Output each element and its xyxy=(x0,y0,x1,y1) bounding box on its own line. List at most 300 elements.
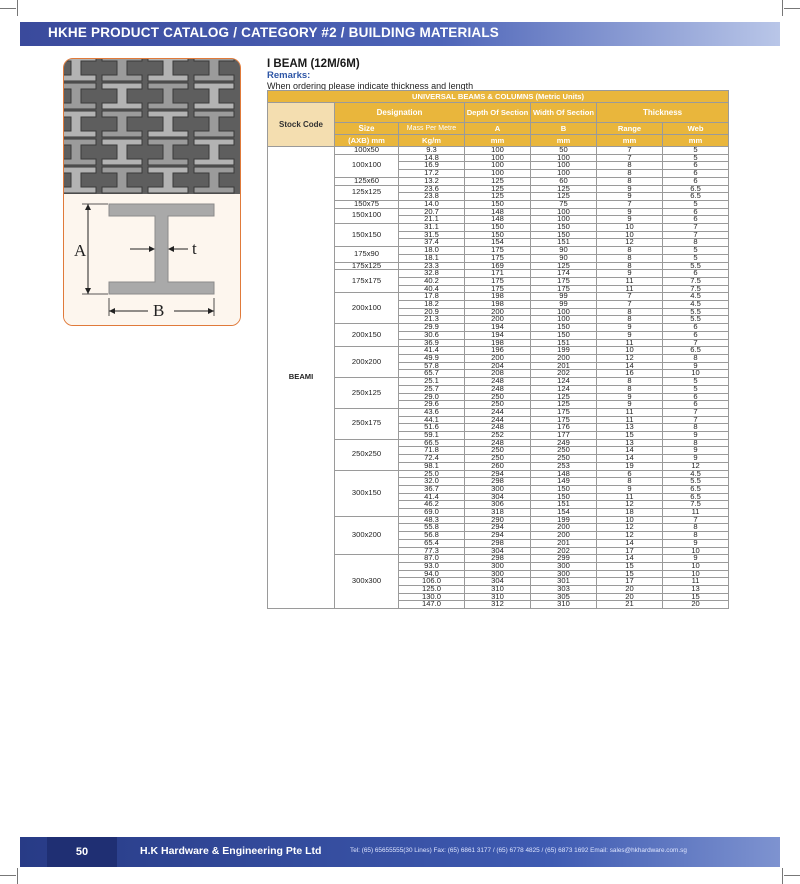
width-cell: 149 xyxy=(531,478,597,486)
width-cell: 177 xyxy=(531,432,597,440)
width-cell: 124 xyxy=(531,385,597,393)
depth-cell: 244 xyxy=(465,416,531,424)
range-thickness-cell: 14 xyxy=(597,555,663,563)
range-thickness-cell: 7 xyxy=(597,301,663,309)
web-thickness-cell: 5 xyxy=(663,247,729,255)
web-thickness-cell: 8 xyxy=(663,354,729,362)
mass-cell: 32.0 xyxy=(399,478,465,486)
col-unit-mm: mm xyxy=(663,135,729,147)
col-header-width xyxy=(531,103,597,123)
col-header-mass: Mass Per Metre xyxy=(399,123,465,135)
mass-cell: 43.6 xyxy=(399,408,465,416)
mass-cell: 31.5 xyxy=(399,231,465,239)
depth-cell: 194 xyxy=(465,324,531,332)
web-thickness-cell: 5.5 xyxy=(663,316,729,324)
stock-code-cell: BEAMI xyxy=(268,147,335,609)
mass-cell: 18.0 xyxy=(399,247,465,255)
footer-bar xyxy=(20,837,780,867)
mass-cell: 29.9 xyxy=(399,324,465,332)
table-row xyxy=(268,439,729,447)
range-thickness-cell: 14 xyxy=(597,447,663,455)
web-thickness-cell: 5.5 xyxy=(663,308,729,316)
mass-cell: 29.0 xyxy=(399,393,465,401)
depth-cell: 200 xyxy=(465,354,531,362)
col-header-depth-label: Depth Of Section xyxy=(466,108,529,117)
width-cell: 125 xyxy=(531,193,597,201)
web-thickness-cell: 6 xyxy=(663,177,729,185)
width-cell: 100 xyxy=(531,316,597,324)
table-row xyxy=(268,177,729,185)
range-thickness-cell: 18 xyxy=(597,509,663,517)
width-cell: 299 xyxy=(531,555,597,563)
crop-mark xyxy=(784,8,800,9)
mass-cell: 14.8 xyxy=(399,154,465,162)
col-header-stock-code: Stock Code xyxy=(268,103,335,147)
width-cell: 300 xyxy=(531,562,597,570)
range-thickness-cell: 9 xyxy=(597,485,663,493)
mass-cell: 94.0 xyxy=(399,570,465,578)
range-thickness-cell: 12 xyxy=(597,239,663,247)
size-cell: 250x125 xyxy=(335,378,399,409)
range-thickness-cell: 8 xyxy=(597,478,663,486)
depth-cell: 310 xyxy=(465,586,531,594)
crop-mark xyxy=(0,875,16,876)
width-cell: 201 xyxy=(531,539,597,547)
mass-cell: 44.1 xyxy=(399,416,465,424)
width-cell: 90 xyxy=(531,247,597,255)
depth-cell: 250 xyxy=(465,401,531,409)
range-thickness-cell: 15 xyxy=(597,432,663,440)
range-thickness-cell: 9 xyxy=(597,208,663,216)
width-cell: 175 xyxy=(531,285,597,293)
col-header-depth xyxy=(465,103,531,123)
depth-cell: 198 xyxy=(465,339,531,347)
table-row xyxy=(268,154,729,162)
mass-cell: 130.0 xyxy=(399,593,465,601)
width-cell: 174 xyxy=(531,270,597,278)
depth-cell: 260 xyxy=(465,462,531,470)
depth-cell: 198 xyxy=(465,301,531,309)
range-thickness-cell: 11 xyxy=(597,277,663,285)
table-row xyxy=(268,262,729,270)
depth-cell: 150 xyxy=(465,224,531,232)
col-header-thickness: Thickness xyxy=(597,103,729,123)
depth-cell: 294 xyxy=(465,470,531,478)
size-cell: 300x200 xyxy=(335,516,399,555)
web-thickness-cell: 9 xyxy=(663,447,729,455)
web-thickness-cell: 20 xyxy=(663,601,729,609)
size-cell: 250x175 xyxy=(335,408,399,439)
web-thickness-cell: 5 xyxy=(663,147,729,155)
mass-cell: 36.9 xyxy=(399,339,465,347)
range-thickness-cell: 14 xyxy=(597,455,663,463)
width-cell: 151 xyxy=(531,239,597,247)
table-row xyxy=(268,293,729,301)
product-title: I BEAM (12M/6M) xyxy=(267,58,360,70)
web-thickness-cell: 5.5 xyxy=(663,478,729,486)
table-row xyxy=(268,270,729,278)
range-thickness-cell: 8 xyxy=(597,316,663,324)
width-cell: 201 xyxy=(531,362,597,370)
mass-cell: 25.7 xyxy=(399,385,465,393)
depth-cell: 125 xyxy=(465,193,531,201)
depth-cell: 244 xyxy=(465,408,531,416)
crop-mark xyxy=(0,8,16,9)
range-thickness-cell: 7 xyxy=(597,200,663,208)
mass-cell: 25.0 xyxy=(399,470,465,478)
range-thickness-cell: 15 xyxy=(597,570,663,578)
web-thickness-cell: 7.5 xyxy=(663,277,729,285)
web-thickness-cell: 6 xyxy=(663,324,729,332)
range-thickness-cell: 8 xyxy=(597,162,663,170)
i-beam-spec-table xyxy=(267,90,729,609)
size-cell: 175x125 xyxy=(335,262,399,270)
depth-cell: 100 xyxy=(465,147,531,155)
width-cell: 100 xyxy=(531,216,597,224)
range-thickness-cell: 11 xyxy=(597,285,663,293)
depth-cell: 204 xyxy=(465,362,531,370)
depth-cell: 300 xyxy=(465,562,531,570)
web-thickness-cell: 5 xyxy=(663,200,729,208)
width-cell: 100 xyxy=(531,162,597,170)
width-cell: 305 xyxy=(531,593,597,601)
web-thickness-cell: 9 xyxy=(663,555,729,563)
remarks-text: When ordering please indicate thickness and length xyxy=(267,81,474,91)
i-beam-stack-photo xyxy=(64,59,240,194)
mass-cell: 23.3 xyxy=(399,262,465,270)
web-thickness-cell: 8 xyxy=(663,424,729,432)
width-cell: 250 xyxy=(531,455,597,463)
mass-cell: 40.2 xyxy=(399,277,465,285)
table-row xyxy=(268,324,729,332)
size-cell: 250x250 xyxy=(335,439,399,470)
table-row xyxy=(268,470,729,478)
web-thickness-cell: 5.5 xyxy=(663,262,729,270)
width-cell: 150 xyxy=(531,324,597,332)
range-thickness-cell: 11 xyxy=(597,416,663,424)
web-thickness-cell: 6 xyxy=(663,393,729,401)
range-thickness-cell: 10 xyxy=(597,347,663,355)
depth-cell: 298 xyxy=(465,478,531,486)
depth-cell: 169 xyxy=(465,262,531,270)
range-thickness-cell: 8 xyxy=(597,247,663,255)
web-thickness-cell: 4.5 xyxy=(663,293,729,301)
mass-cell: 29.6 xyxy=(399,401,465,409)
range-thickness-cell: 20 xyxy=(597,586,663,594)
web-thickness-cell: 6 xyxy=(663,162,729,170)
web-thickness-cell: 8 xyxy=(663,532,729,540)
table-row xyxy=(268,408,729,416)
range-thickness-cell: 8 xyxy=(597,170,663,178)
depth-cell: 200 xyxy=(465,308,531,316)
mass-cell: 21.1 xyxy=(399,216,465,224)
range-thickness-cell: 9 xyxy=(597,393,663,401)
mass-cell: 23.8 xyxy=(399,193,465,201)
mass-cell: 18.1 xyxy=(399,254,465,262)
size-cell: 125x60 xyxy=(335,177,399,185)
crop-mark xyxy=(782,868,783,884)
mass-cell: 56.8 xyxy=(399,532,465,540)
web-thickness-cell: 7 xyxy=(663,231,729,239)
depth-cell: 208 xyxy=(465,370,531,378)
crop-mark xyxy=(17,0,18,16)
product-image-panel xyxy=(63,58,241,326)
depth-cell: 100 xyxy=(465,154,531,162)
range-thickness-cell: 11 xyxy=(597,339,663,347)
width-cell: 199 xyxy=(531,347,597,355)
width-cell: 100 xyxy=(531,170,597,178)
mass-cell: 125.0 xyxy=(399,586,465,594)
depth-cell: 300 xyxy=(465,570,531,578)
depth-cell: 310 xyxy=(465,593,531,601)
range-thickness-cell: 15 xyxy=(597,562,663,570)
size-cell: 125x125 xyxy=(335,185,399,200)
depth-cell: 148 xyxy=(465,208,531,216)
col-header-b: B xyxy=(531,123,597,135)
web-thickness-cell: 7.5 xyxy=(663,501,729,509)
width-cell: 175 xyxy=(531,408,597,416)
range-thickness-cell: 9 xyxy=(597,216,663,224)
web-thickness-cell: 7 xyxy=(663,416,729,424)
size-cell: 200x200 xyxy=(335,347,399,378)
web-thickness-cell: 8 xyxy=(663,239,729,247)
mass-cell: 17.2 xyxy=(399,170,465,178)
depth-cell: 304 xyxy=(465,547,531,555)
depth-cell: 175 xyxy=(465,254,531,262)
mass-cell: 77.3 xyxy=(399,547,465,555)
width-cell: 301 xyxy=(531,578,597,586)
width-cell: 124 xyxy=(531,378,597,386)
width-cell: 125 xyxy=(531,393,597,401)
mass-cell: 41.4 xyxy=(399,493,465,501)
depth-cell: 150 xyxy=(465,231,531,239)
range-thickness-cell: 9 xyxy=(597,331,663,339)
web-thickness-cell: 8 xyxy=(663,524,729,532)
size-cell: 300x150 xyxy=(335,470,399,516)
range-thickness-cell: 6 xyxy=(597,470,663,478)
page-number: 50 xyxy=(47,837,117,867)
range-thickness-cell: 9 xyxy=(597,185,663,193)
web-thickness-cell: 6.5 xyxy=(663,493,729,501)
range-thickness-cell: 11 xyxy=(597,408,663,416)
width-cell: 99 xyxy=(531,293,597,301)
col-unit-mm: mm xyxy=(465,135,531,147)
contact-info: Tel: (65) 65655555(30 Lines) Fax: (65) 6861 3177 / (65) 6778 4825 / (65) 6873 1692 Email: sales@hkhardware.com.sg xyxy=(350,847,687,854)
web-thickness-cell: 6 xyxy=(663,216,729,224)
width-cell: 175 xyxy=(531,277,597,285)
width-cell: 150 xyxy=(531,493,597,501)
depth-cell: 198 xyxy=(465,293,531,301)
range-thickness-cell: 9 xyxy=(597,324,663,332)
width-cell: 90 xyxy=(531,254,597,262)
mass-cell: 59.1 xyxy=(399,432,465,440)
crop-mark xyxy=(784,875,800,876)
web-thickness-cell: 6 xyxy=(663,401,729,409)
depth-cell: 125 xyxy=(465,185,531,193)
width-cell: 151 xyxy=(531,501,597,509)
web-thickness-cell: 12 xyxy=(663,462,729,470)
mass-cell: 40.4 xyxy=(399,285,465,293)
width-cell: 99 xyxy=(531,301,597,309)
dimension-label-a: A xyxy=(74,241,87,260)
crop-mark xyxy=(17,868,18,884)
width-cell: 75 xyxy=(531,200,597,208)
depth-cell: 248 xyxy=(465,378,531,386)
range-thickness-cell: 10 xyxy=(597,516,663,524)
mass-cell: 41.4 xyxy=(399,347,465,355)
mass-cell: 18.2 xyxy=(399,301,465,309)
mass-cell: 46.2 xyxy=(399,501,465,509)
web-thickness-cell: 6 xyxy=(663,208,729,216)
web-thickness-cell: 6.5 xyxy=(663,347,729,355)
depth-cell: 171 xyxy=(465,270,531,278)
depth-cell: 250 xyxy=(465,393,531,401)
width-cell: 200 xyxy=(531,524,597,532)
size-cell: 175x175 xyxy=(335,270,399,293)
i-beam-cross-section-diagram xyxy=(64,194,240,325)
web-thickness-cell: 6.5 xyxy=(663,485,729,493)
depth-cell: 125 xyxy=(465,177,531,185)
width-cell: 175 xyxy=(531,416,597,424)
table-row xyxy=(268,347,729,355)
width-cell: 150 xyxy=(531,485,597,493)
mass-cell: 36.7 xyxy=(399,485,465,493)
table-row xyxy=(268,378,729,386)
table-row xyxy=(268,200,729,208)
mass-cell: 98.1 xyxy=(399,462,465,470)
range-thickness-cell: 19 xyxy=(597,462,663,470)
web-thickness-cell: 4.5 xyxy=(663,470,729,478)
mass-cell: 14.0 xyxy=(399,200,465,208)
width-cell: 200 xyxy=(531,532,597,540)
depth-cell: 250 xyxy=(465,455,531,463)
range-thickness-cell: 8 xyxy=(597,378,663,386)
crop-mark xyxy=(782,0,783,16)
web-thickness-cell: 6 xyxy=(663,331,729,339)
size-cell: 175x90 xyxy=(335,247,399,262)
web-thickness-cell: 9 xyxy=(663,362,729,370)
width-cell: 125 xyxy=(531,262,597,270)
width-cell: 100 xyxy=(531,208,597,216)
web-thickness-cell: 11 xyxy=(663,578,729,586)
depth-cell: 300 xyxy=(465,485,531,493)
web-thickness-cell: 10 xyxy=(663,562,729,570)
web-thickness-cell: 8 xyxy=(663,439,729,447)
width-cell: 202 xyxy=(531,547,597,555)
col-unit-mm: mm xyxy=(531,135,597,147)
web-thickness-cell: 9 xyxy=(663,455,729,463)
company-name: H.K Hardware & Engineering Pte Ltd xyxy=(140,845,322,857)
width-cell: 125 xyxy=(531,401,597,409)
range-thickness-cell: 17 xyxy=(597,578,663,586)
catalog-breadcrumb-title: HKHE PRODUCT CATALOG / CATEGORY #2 / BUILDING MATERIALS xyxy=(48,25,500,40)
depth-cell: 175 xyxy=(465,285,531,293)
width-cell: 202 xyxy=(531,370,597,378)
col-unit-mm: mm xyxy=(597,135,663,147)
size-cell: 150x100 xyxy=(335,208,399,223)
depth-cell: 294 xyxy=(465,524,531,532)
table-row xyxy=(268,147,729,155)
width-cell: 148 xyxy=(531,470,597,478)
width-cell: 150 xyxy=(531,231,597,239)
mass-cell: 65.7 xyxy=(399,370,465,378)
depth-cell: 318 xyxy=(465,509,531,517)
size-cell: 200x100 xyxy=(335,293,399,324)
width-cell: 150 xyxy=(531,331,597,339)
depth-cell: 298 xyxy=(465,539,531,547)
depth-cell: 194 xyxy=(465,331,531,339)
web-thickness-cell: 7 xyxy=(663,516,729,524)
i-beam-spec-table-wrapper xyxy=(267,90,728,609)
web-thickness-cell: 7.5 xyxy=(663,285,729,293)
mass-cell: 17.8 xyxy=(399,293,465,301)
size-cell: 300x300 xyxy=(335,555,399,609)
mass-cell: 23.6 xyxy=(399,185,465,193)
mass-cell: 51.6 xyxy=(399,424,465,432)
product-heading-block xyxy=(267,58,473,91)
web-thickness-cell: 6 xyxy=(663,270,729,278)
dimension-label-b: B xyxy=(153,301,165,320)
range-thickness-cell: 11 xyxy=(597,493,663,501)
depth-cell: 196 xyxy=(465,347,531,355)
depth-cell: 304 xyxy=(465,578,531,586)
range-thickness-cell: 8 xyxy=(597,308,663,316)
mass-cell: 9.3 xyxy=(399,147,465,155)
width-cell: 303 xyxy=(531,586,597,594)
mass-cell: 32.8 xyxy=(399,270,465,278)
web-thickness-cell: 6.5 xyxy=(663,185,729,193)
range-thickness-cell: 9 xyxy=(597,193,663,201)
depth-cell: 248 xyxy=(465,385,531,393)
table-row xyxy=(268,185,729,193)
width-cell: 125 xyxy=(531,185,597,193)
web-thickness-cell: 7 xyxy=(663,408,729,416)
mass-cell: 55.8 xyxy=(399,524,465,532)
depth-cell: 306 xyxy=(465,501,531,509)
range-thickness-cell: 7 xyxy=(597,293,663,301)
depth-cell: 304 xyxy=(465,493,531,501)
width-cell: 50 xyxy=(531,147,597,155)
mass-cell: 20.7 xyxy=(399,208,465,216)
depth-cell: 290 xyxy=(465,516,531,524)
dimension-label-t: t xyxy=(192,239,197,258)
size-cell: 100x100 xyxy=(335,154,399,177)
web-thickness-cell: 9 xyxy=(663,539,729,547)
web-thickness-cell: 13 xyxy=(663,586,729,594)
range-thickness-cell: 7 xyxy=(597,147,663,155)
table-caption: UNIVERSAL BEAMS & COLUMNS (Metric Units) xyxy=(268,91,729,103)
range-thickness-cell: 10 xyxy=(597,224,663,232)
mass-cell: 66.5 xyxy=(399,439,465,447)
range-thickness-cell: 8 xyxy=(597,385,663,393)
depth-cell: 200 xyxy=(465,316,531,324)
depth-cell: 250 xyxy=(465,447,531,455)
mass-cell: 49.9 xyxy=(399,354,465,362)
depth-cell: 248 xyxy=(465,439,531,447)
col-unit-axb: (AXB) mm xyxy=(335,135,399,147)
col-header-size: Size xyxy=(335,123,399,135)
mass-cell: 20.9 xyxy=(399,308,465,316)
depth-cell: 100 xyxy=(465,170,531,178)
web-thickness-cell: 4.5 xyxy=(663,301,729,309)
web-thickness-cell: 5 xyxy=(663,378,729,386)
range-thickness-cell: 13 xyxy=(597,439,663,447)
web-thickness-cell: 9 xyxy=(663,432,729,440)
mass-cell: 31.1 xyxy=(399,224,465,232)
width-cell: 310 xyxy=(531,601,597,609)
table-row xyxy=(268,247,729,255)
range-thickness-cell: 16 xyxy=(597,370,663,378)
